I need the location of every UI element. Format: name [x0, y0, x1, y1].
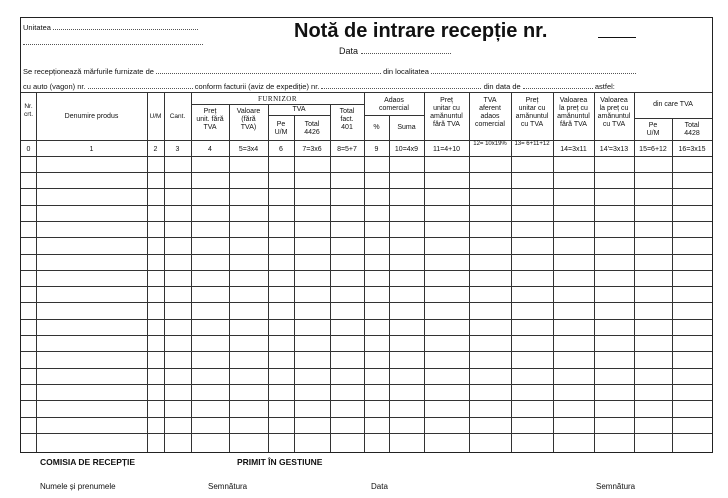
col-tva-aferent: TVA aferent adaos comercial — [475, 97, 505, 128]
column-divider — [389, 115, 390, 452]
header-bottom-line — [21, 140, 712, 141]
supplier-line — [23, 67, 636, 76]
table-row — [21, 270, 712, 271]
col-adaos-pct: % — [373, 124, 380, 131]
table-row — [21, 319, 712, 320]
numele-label: Numele și prenumele — [40, 482, 116, 491]
col-tva-pe-um: Pe U/M — [274, 121, 288, 136]
furnizor-divider — [191, 104, 364, 105]
cu-auto-label: cu auto (vagon) nr. — [23, 82, 86, 91]
table-row — [21, 433, 712, 434]
data-label: Data — [339, 46, 359, 56]
numbering-cell: 3 — [175, 146, 180, 153]
numbering-cell: 13= 6+11+12 — [514, 141, 550, 147]
table-top-line — [21, 92, 712, 93]
table-row — [21, 417, 712, 418]
primit-label: PRIMIT ÎN GESTIUNE — [237, 457, 323, 467]
table-row — [21, 302, 712, 303]
col-valoarea-cu: Valoarea la preț cu amănuntul cu TVA — [597, 97, 631, 128]
numbering-cell: 0 — [26, 146, 31, 153]
comisia-label: COMISIA DE RECEPȚIE — [40, 457, 136, 467]
unitatea-line — [23, 23, 198, 32]
table-row — [21, 400, 712, 401]
col-adaos-suma: Suma — [397, 124, 416, 131]
col-valoarea-fara: Valoarea la preț cu amănuntul fără TVA — [557, 97, 590, 128]
numbering-cell: 2 — [153, 146, 158, 153]
form-title: Notă de intrare recepție nr. — [294, 20, 548, 42]
data-label-footer: Data — [371, 482, 388, 491]
transport-line — [23, 82, 615, 91]
numbering-cell: 1 — [89, 146, 94, 153]
numbering-cell: 14=3x11 — [560, 146, 587, 153]
astfel-label: astfel: — [594, 82, 615, 91]
adaos-divider — [364, 115, 424, 116]
col-nr-crt: Nr. crt. — [23, 103, 34, 118]
semnatura-label-1: Semnătura — [208, 482, 248, 491]
column-divider — [229, 104, 230, 452]
numbering-cell: 6 — [279, 146, 283, 153]
col-furnizor: FURNIZOR — [257, 95, 297, 103]
numbering-cell: 12= 10x19% — [473, 141, 507, 147]
table-row — [21, 254, 712, 255]
numbering-cell: 5=3x4 — [238, 146, 259, 153]
table-row — [21, 286, 712, 287]
table-row — [21, 368, 712, 369]
table-row — [21, 221, 712, 222]
numbering-cell: 8=5+7 — [337, 146, 357, 153]
se-receptioneaza-label: Se recepționează mărfurile furnizate de — [23, 67, 154, 76]
numbering-cell: 9 — [374, 146, 379, 153]
col-tva: TVA — [292, 106, 306, 113]
numbering-cell: 10=4x9 — [394, 146, 419, 153]
col-total-fact: Total fact. 401 — [339, 108, 355, 131]
col-adaos: Adaos comercial — [379, 97, 409, 112]
col-pret-unit: Preț unit. fără TVA — [196, 108, 224, 131]
conform-label: conform facturii (aviz de expediție) nr. — [194, 82, 320, 91]
column-divider — [268, 104, 269, 452]
data-line — [339, 47, 451, 56]
numbering-cell: 4 — [208, 146, 212, 153]
column-divider — [672, 118, 673, 452]
col-cant: Cant. — [169, 113, 186, 120]
numbering-cell: 16=3x15 — [678, 146, 706, 153]
col-din-care-tva: din care TVA — [653, 101, 693, 108]
col-pret-unitar-tva: Preț unitar cu amănuntul cu TVA — [515, 97, 549, 128]
table-row — [21, 335, 712, 336]
col-tva-total: Total 4426 — [304, 121, 320, 136]
unitatea-label: Unitatea — [23, 23, 51, 32]
col-pret-amanunt: Preț unitar cu amănuntul fără TVA — [430, 97, 463, 128]
din-data-de-label: din data de — [483, 82, 521, 91]
table-row — [21, 205, 712, 206]
numbering-cell: 14'=3x13 — [599, 146, 629, 153]
table-row — [21, 172, 712, 173]
tva-divider — [268, 115, 330, 116]
din-localitatea-label: din localitatea — [383, 67, 429, 76]
col-dct-pe-um: Pe U/M — [646, 122, 660, 137]
column-divider — [330, 104, 331, 452]
din-care-divider — [634, 118, 712, 119]
table-row — [21, 351, 712, 352]
numbering-cell: 7=3x6 — [302, 146, 322, 153]
unitatea-second-line — [23, 38, 203, 47]
table-row — [21, 237, 712, 238]
table-row — [21, 188, 712, 189]
col-um: U/M — [149, 113, 162, 120]
numbering-cell: 11=4+10 — [432, 146, 461, 153]
semnatura-label-2: Semnătura — [596, 482, 636, 491]
numbering-bottom-line — [21, 156, 712, 157]
col-valoare: Valoare (fără TVA) — [236, 108, 261, 131]
col-denumire: Denumire produs — [64, 113, 119, 120]
column-divider — [294, 115, 295, 452]
number-blank — [598, 37, 636, 38]
numbering-cell: 15=6+12 — [639, 146, 667, 153]
col-dct-total: Total 4428 — [684, 122, 700, 137]
table-row — [21, 384, 712, 385]
